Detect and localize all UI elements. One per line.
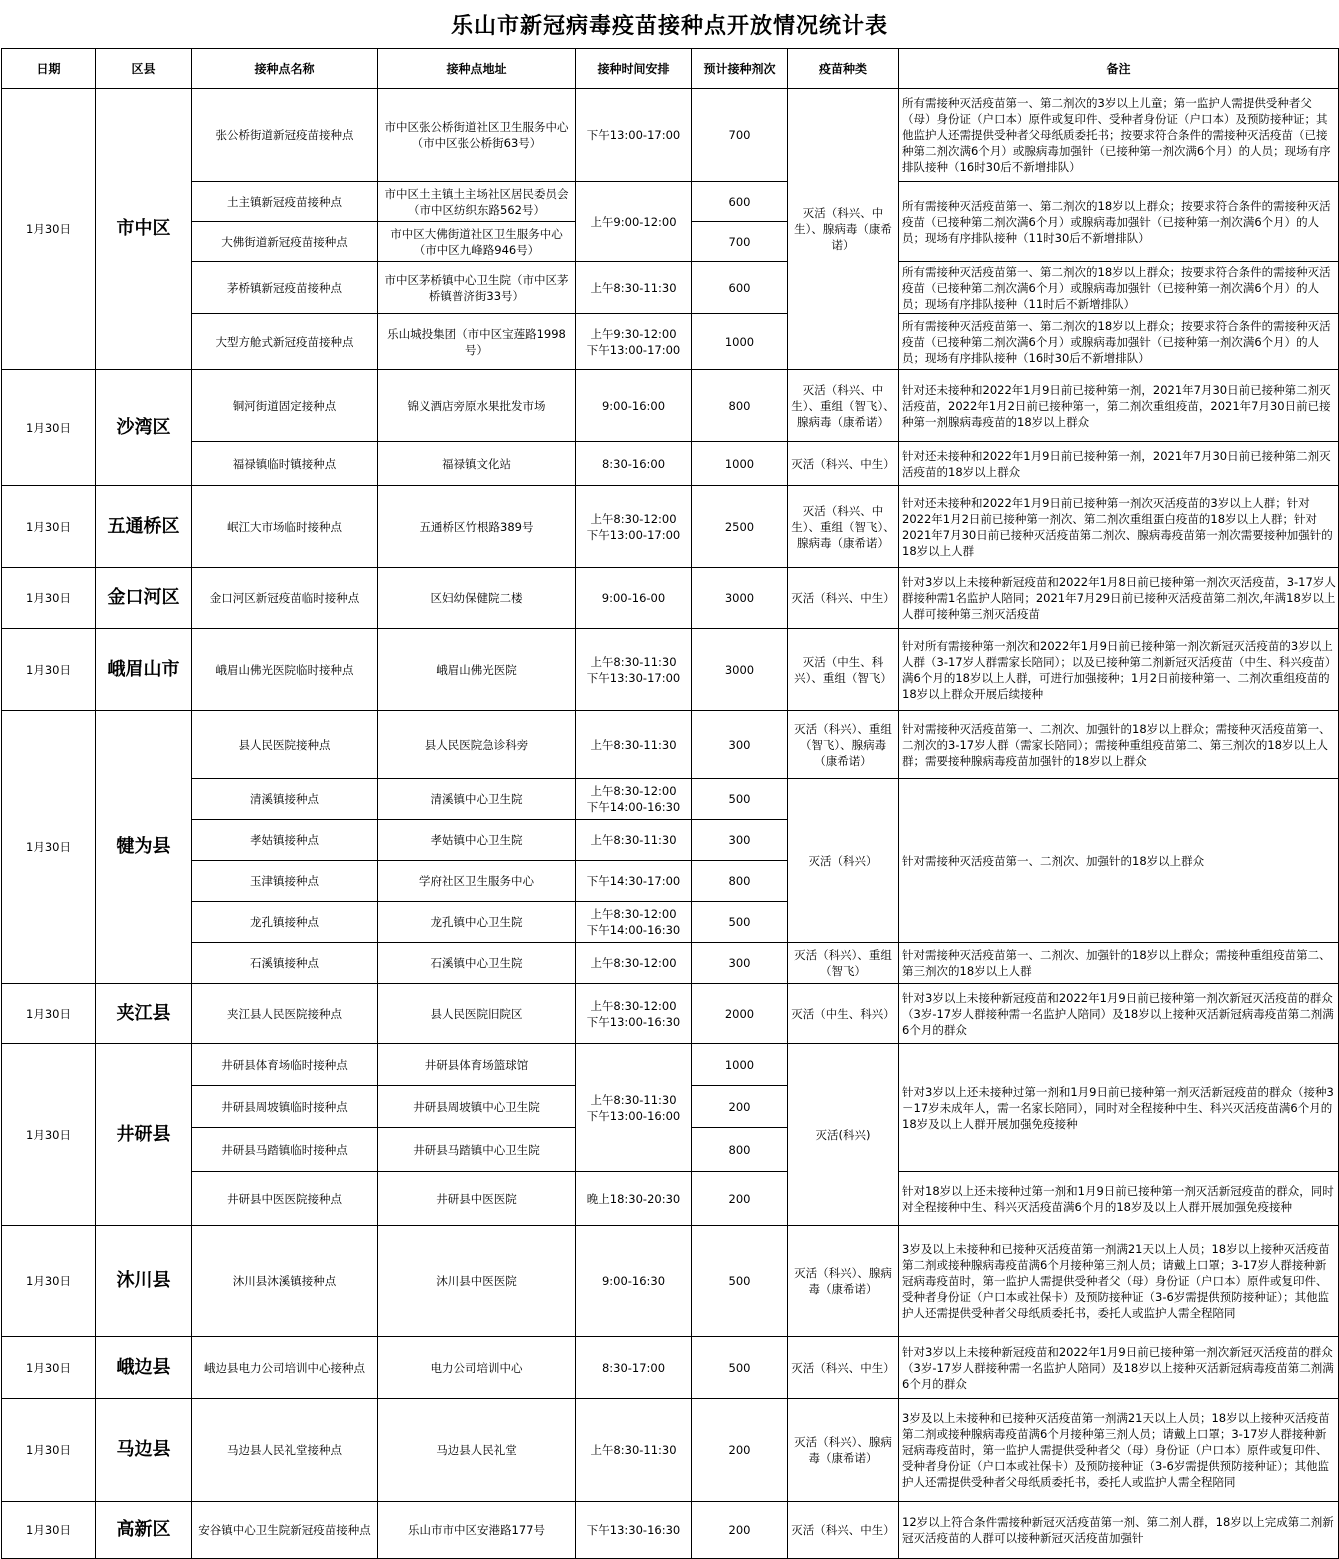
district-cell: 沙湾区 <box>96 370 192 486</box>
note-cell: 针对3岁以上未接种新冠疫苗和2022年1月8日前已接种第一剂次灭活疫苗，3-17岁人群接种需1名监护人陪同；2021年7月29日前已接种灭活疫苗第二剂次,年满18岁以上人群可接种第三剂灭活疫苗 <box>899 568 1339 629</box>
doses-cell: 500 <box>692 902 788 943</box>
note-cell: 针对3岁以上未接种新冠疫苗和2022年1月9日前已接种第一剂次新冠灭活疫苗的群众（3岁-17岁人群接种需一名监护人陪同）及18岁以上接种灭活新冠病毒疫苗第二剂满6个月的群众 <box>899 984 1339 1044</box>
doses-cell: 2500 <box>692 486 788 568</box>
address-cell: 学府社区卫生服务中心 <box>378 861 576 902</box>
note-cell: 针对所有需接种第一剂次和2022年1月9日前已接种第一剂次新冠灭活疫苗的3岁以上人群（3-17岁人群需家长陪同）；以及已接种第二剂新冠灭活疫苗（中生、科兴疫苗）满6个月的18岁以上人群，可进行加强接种；1月2日前接种第一、二剂次重组疫苗的18岁以上群众开展后续接种 <box>899 629 1339 711</box>
site-name-cell: 土主镇新冠疫苗接种点 <box>192 182 378 222</box>
doses-cell: 300 <box>692 820 788 861</box>
vaccine-type-cell: 灭活（科兴、中生） <box>788 1502 899 1559</box>
time-cell: 8:30-16:00 <box>576 442 692 486</box>
date-cell: 1月30日 <box>2 1226 96 1337</box>
address-cell: 石溪镇中心卫生院 <box>378 943 576 984</box>
date-cell: 1月30日 <box>2 486 96 568</box>
doses-cell: 500 <box>692 779 788 820</box>
table-row <box>2 370 1339 442</box>
site-name-cell: 张公桥街道新冠疫苗接种点 <box>192 89 378 182</box>
site-name-cell: 沐川县沐溪镇接种点 <box>192 1226 378 1337</box>
note-cell: 3岁及以上未接种和已接种灭活疫苗第一剂满21天以上人员；18岁以上接种灭活疫苗第二剂或接种腺病毒疫苗满6个月接种第三剂人员；请戴上口罩；3-17岁人群接种新冠病毒疫苗时，第一监护人需提供受种者父（母）身份证（户口本）原件或复印件、受种者身份证（户口本或社保卡）及预防接种证（3-6岁需提供预防接种证）；其他监护人还需提供受种者父母纸质委托书，委托人或监护人需全程陪同 <box>899 1226 1339 1337</box>
time-cell: 下午14:30-17:00 <box>576 861 692 902</box>
time-cell: 上午8:30-11:30 下午13:00-16:00 <box>576 1044 692 1172</box>
time-cell: 9:00-16-00 <box>576 568 692 629</box>
time-cell: 下午13:30-16:30 <box>576 1502 692 1559</box>
vaccine-type-cell: 灭活（科兴）、重组（智飞）、腺病毒（康希诺） <box>788 711 899 779</box>
district-cell: 峨边县 <box>96 1337 192 1399</box>
header-note: 备注 <box>899 49 1339 89</box>
note-cell: 针对18岁以上还未接种过第一剂和1月9日前已接种第一剂灭活新冠疫苗的群众，同时对全程接种中生、科兴灭活疫苗满6个月的18岁及以上人群开展加强免疫接种 <box>899 1172 1339 1226</box>
vaccination-sites-table <box>1 48 1339 1559</box>
address-cell: 井研县马踏镇中心卫生院 <box>378 1128 576 1172</box>
site-name-cell: 孝姑镇接种点 <box>192 820 378 861</box>
note-cell: 3岁及以上未接种和已接种灭活疫苗第一剂满21天以上人员；18岁以上接种灭活疫苗第二剂或接种腺病毒疫苗满6个月接种第三剂人员；请戴上口罩；3-17岁人群接种新冠病毒疫苗时，第一监护人需提供受种者父（母）身份证（户口本）原件或复印件、受种者身份证（户口本或社保卡）及预防接种证（3-6岁需提供预防接种证）；其他监护人还需提供受种者父母纸质委托书，委托人或监护人需全程陪同 <box>899 1399 1339 1502</box>
district-cell: 夹江县 <box>96 984 192 1044</box>
site-name-cell: 岷江大市场临时接种点 <box>192 486 378 568</box>
address-cell: 市中区土主镇土主场社区居民委员会（市中区纺织东路562号） <box>378 182 576 222</box>
vaccine-type-cell: 灭活（科兴）、重组（智飞） <box>788 943 899 984</box>
vaccine-type-cell: 灭活（科兴、中生）、腺病毒（康希诺） <box>788 89 899 370</box>
header-district: 区县 <box>96 49 192 89</box>
doses-cell: 300 <box>692 711 788 779</box>
vaccine-type-cell: 灭活（科兴） <box>788 779 899 943</box>
doses-cell: 200 <box>692 1086 788 1128</box>
table-row <box>2 182 1339 222</box>
doses-cell: 2000 <box>692 984 788 1044</box>
doses-cell: 500 <box>692 1337 788 1399</box>
doses-cell: 800 <box>692 370 788 442</box>
date-cell: 1月30日 <box>2 629 96 711</box>
address-cell: 孝姑镇中心卫生院 <box>378 820 576 861</box>
site-name-cell: 井研县马踏镇临时接种点 <box>192 1128 378 1172</box>
district-cell: 五通桥区 <box>96 486 192 568</box>
address-cell: 马边县人民礼堂 <box>378 1399 576 1502</box>
header-vaccine: 疫苗种类 <box>788 49 899 89</box>
vaccine-type-cell: 灭活（科兴、中生） <box>788 1337 899 1399</box>
doses-cell: 1000 <box>692 1044 788 1086</box>
district-cell: 高新区 <box>96 1502 192 1559</box>
note-cell: 所有需接种灭活疫苗第一、第二剂次的18岁以上群众；按要求符合条件的需接种灭活疫苗（已接种第二剂次满6个月）或腺病毒加强针（已接种第一剂次满6个月）的人员；现场有序排队接种（11时后不新增排队） <box>899 262 1339 314</box>
time-cell: 上午8:30-12:00 <box>576 943 692 984</box>
address-cell: 市中区张公桥街道社区卫生服务中心（市中区张公桥街63号） <box>378 89 576 182</box>
time-cell: 上午8:30-11:30 下午13:30-17:00 <box>576 629 692 711</box>
note-cell: 针对还未接种和2022年1月9日前已接种第一剂，2021年7月30日前已接种第二剂灭活疫苗，2022年1月2日前已接种第一，第二剂次重组疫苗，2021年7月30日前已接种第一剂腺病毒疫苗的18岁以上群众 <box>899 370 1339 442</box>
table-row <box>2 779 1339 820</box>
time-cell: 上午8:30-11:30 <box>576 1399 692 1502</box>
doses-cell: 300 <box>692 943 788 984</box>
time-cell: 上午8:30-11:30 <box>576 711 692 779</box>
site-name-cell: 金口河区新冠疫苗临时接种点 <box>192 568 378 629</box>
note-cell: 针对还未接种和2022年1月9日前已接种第一剂，2021年7月30日前已接种第二剂灭活疫苗的18岁以上群众 <box>899 442 1339 486</box>
site-name-cell: 安谷镇中心卫生院新冠疫苗接种点 <box>192 1502 378 1559</box>
site-name-cell: 井研县体育场临时接种点 <box>192 1044 378 1086</box>
header-address: 接种点地址 <box>378 49 576 89</box>
table-row <box>2 943 1339 984</box>
table-row <box>2 262 1339 314</box>
date-cell: 1月30日 <box>2 984 96 1044</box>
doses-cell: 3000 <box>692 629 788 711</box>
table-row <box>2 1044 1339 1086</box>
header-doses: 预计接种剂次 <box>692 49 788 89</box>
site-name-cell: 玉津镇接种点 <box>192 861 378 902</box>
doses-cell: 200 <box>692 1502 788 1559</box>
address-cell: 井研县周坡镇中心卫生院 <box>378 1086 576 1128</box>
note-cell: 针对还未接种和2022年1月9日前已接种第一剂次灭活疫苗的3岁以上人群；针对2022年1月2日前已接种第一剂次、第二剂次重组蛋白疫苗的18岁以上人群；针对2021年7月30日前已接种灭活疫苗第二剂次、腺病毒疫苗第一剂次需要接种加强针的18岁以上人群 <box>899 486 1339 568</box>
table-row <box>2 568 1339 629</box>
address-cell: 清溪镇中心卫生院 <box>378 779 576 820</box>
header-row <box>2 49 1339 89</box>
note-cell: 针对需接种灭活疫苗第一、二剂次、加强针的18岁以上群众 <box>899 779 1339 943</box>
site-name-cell: 石溪镇接种点 <box>192 943 378 984</box>
doses-cell: 1000 <box>692 442 788 486</box>
header-date: 日期 <box>2 49 96 89</box>
table-row <box>2 1502 1339 1559</box>
address-cell: 井研县体育场篮球馆 <box>378 1044 576 1086</box>
site-name-cell: 县人民医院接种点 <box>192 711 378 779</box>
doses-cell: 700 <box>692 222 788 262</box>
doses-cell: 1000 <box>692 314 788 370</box>
note-cell: 所有需接种灭活疫苗第一、第二剂次的18岁以上群众；按要求符合条件的需接种灭活疫苗（已接种第二剂次满6个月）或腺病毒加强针（已接种第一剂次满6个月）的人员；现场有序排队接种（16时30后不新增排队） <box>899 314 1339 370</box>
vaccine-type-cell: 灭活（科兴、中生） <box>788 568 899 629</box>
note-cell: 针对需接种灭活疫苗第一、二剂次、加强针的18岁以上群众；需接种重组疫苗第二、第三剂次的18岁以上人群 <box>899 943 1339 984</box>
vaccine-type-cell: 灭活（科兴、中生）、重组（智飞）、腺病毒（康希诺） <box>788 370 899 442</box>
doses-cell: 800 <box>692 1128 788 1172</box>
vaccine-type-cell: 灭活（中生、科兴） <box>788 984 899 1044</box>
vaccine-type-cell: 灭活（科兴）、腺病毒（康希诺） <box>788 1399 899 1502</box>
address-cell: 县人民医院旧院区 <box>378 984 576 1044</box>
time-cell: 上午8:30-11:30 <box>576 820 692 861</box>
site-name-cell: 峨边县电力公司培训中心接种点 <box>192 1337 378 1399</box>
time-cell: 上午8:30-12:00 下午13:00-16:30 <box>576 984 692 1044</box>
date-cell: 1月30日 <box>2 370 96 486</box>
site-name-cell: 井研县中医医院接种点 <box>192 1172 378 1226</box>
note-cell: 12岁以上符合条件需接种新冠灭活疫苗第一剂、第二剂人群，18岁以上完成第二剂新冠灭活疫苗的人群可以接种新冠灭活疫苗加强针 <box>899 1502 1339 1559</box>
table-row <box>2 1399 1339 1502</box>
address-cell: 龙孔镇中心卫生院 <box>378 902 576 943</box>
site-name-cell: 大佛街道新冠疫苗接种点 <box>192 222 378 262</box>
time-cell: 上午8:30-12:00 下午14:00-16:30 <box>576 779 692 820</box>
address-cell: 乐山城投集团（市中区宝莲路1998号） <box>378 314 576 370</box>
district-cell: 市中区 <box>96 89 192 370</box>
page-title: 乐山市新冠病毒疫苗接种点开放情况统计表 <box>450 13 888 39</box>
doses-cell: 200 <box>692 1399 788 1502</box>
site-name-cell: 铜河街道固定接种点 <box>192 370 378 442</box>
table-row <box>2 984 1339 1044</box>
address-cell: 电力公司培训中心 <box>378 1337 576 1399</box>
date-cell: 1月30日 <box>2 711 96 984</box>
site-name-cell: 夹江县人民医院接种点 <box>192 984 378 1044</box>
address-cell: 井研县中医医院 <box>378 1172 576 1226</box>
site-name-cell: 大型方舱式新冠疫苗接种点 <box>192 314 378 370</box>
vaccine-type-cell: 灭活（科兴）、腺病毒（康希诺） <box>788 1226 899 1337</box>
date-cell: 1月30日 <box>2 1044 96 1226</box>
district-cell: 井研县 <box>96 1044 192 1226</box>
note-cell: 所有需接种灭活疫苗第一、第二剂次的3岁以上儿童；第一监护人需提供受种者父（母）身份证（户口本）原件或复印件、受种者身份证（户口本）及预防接种证；其他监护人还需提供受种者父母纸质委托书；按要求符合条件的需接种灭活疫苗（已接种第二剂次满6个月）或腺病毒加强针（已接种第一剂次满6个月）的人员；现场有序排队接种（16时30后不新增排队） <box>899 89 1339 182</box>
district-cell: 金口河区 <box>96 568 192 629</box>
time-cell: 上午9:30-12:00 下午13:00-17:00 <box>576 314 692 370</box>
time-cell: 下午13:00-17:00 <box>576 89 692 182</box>
site-name-cell: 龙孔镇接种点 <box>192 902 378 943</box>
time-cell: 上午8:30-11:30 <box>576 262 692 314</box>
table-row <box>2 442 1339 486</box>
time-cell: 9:00-16:00 <box>576 370 692 442</box>
doses-cell: 3000 <box>692 568 788 629</box>
address-cell: 县人民医院急诊科旁 <box>378 711 576 779</box>
site-name-cell: 清溪镇接种点 <box>192 779 378 820</box>
district-cell: 犍为县 <box>96 711 192 984</box>
site-name-cell: 峨眉山佛光医院临时接种点 <box>192 629 378 711</box>
address-cell: 乐山市市中区安港路177号 <box>378 1502 576 1559</box>
time-cell: 上午8:30-12:00 下午13:00-17:00 <box>576 486 692 568</box>
header-site-name: 接种点名称 <box>192 49 378 89</box>
vaccine-type-cell: 灭活（科兴、中生） <box>788 442 899 486</box>
address-cell: 峨眉山佛光医院 <box>378 629 576 711</box>
table-row <box>2 1172 1339 1226</box>
date-cell: 1月30日 <box>2 1502 96 1559</box>
vaccine-type-cell: 灭活(科兴) <box>788 1044 899 1226</box>
note-cell: 针对需接种灭活疫苗第一、二剂次、加强针的18岁以上群众；需接种灭活疫苗第一、二剂次的3-17岁人群（需家长陪同）；需接种重组疫苗第二、第三剂次的18岁以上人群；需要接种腺病毒疫苗加强针的18岁以上群众 <box>899 711 1339 779</box>
address-cell: 福禄镇文化站 <box>378 442 576 486</box>
vaccine-type-cell: 灭活（科兴、中生）、重组（智飞）、腺病毒（康希诺） <box>788 486 899 568</box>
date-cell: 1月30日 <box>2 1337 96 1399</box>
doses-cell: 500 <box>692 1226 788 1337</box>
vaccine-type-cell: 灭活（中生、科兴）、重组（智飞） <box>788 629 899 711</box>
date-cell: 1月30日 <box>2 568 96 629</box>
site-name-cell: 福禄镇临时镇接种点 <box>192 442 378 486</box>
date-cell: 1月30日 <box>2 1399 96 1502</box>
time-cell: 上午9:00-12:00 <box>576 182 692 262</box>
table-row <box>2 629 1339 711</box>
time-cell: 8:30-17:00 <box>576 1337 692 1399</box>
address-cell: 区妇幼保健院二楼 <box>378 568 576 629</box>
address-cell: 锦义酒店旁原水果批发市场 <box>378 370 576 442</box>
table-row <box>2 711 1339 779</box>
doses-cell: 600 <box>692 182 788 222</box>
district-cell: 峨眉山市 <box>96 629 192 711</box>
time-cell: 晚上18:30-20:30 <box>576 1172 692 1226</box>
table-row <box>2 1226 1339 1337</box>
note-cell: 所有需接种灭活疫苗第一、第二剂次的18岁以上群众；按要求符合条件的需接种灭活疫苗（已接种第二剂次满6个月）或腺病毒加强针（已接种第一剂次满6个月）的人员；现场有序排队接种（11时30后不新增排队） <box>899 182 1339 262</box>
header-time: 接种时间安排 <box>576 49 692 89</box>
site-name-cell: 井研县周坡镇临时接种点 <box>192 1086 378 1128</box>
note-cell: 针对3岁以上还未接种过第一剂和1月9日前已接种第一剂灭活新冠疫苗的群众（接种3－17岁未成年人，需一名家长陪同），同时对全程接种中生、科兴灭活疫苗满6个月的18岁及以上人群开展加强免疫接种 <box>899 1044 1339 1172</box>
table-row <box>2 89 1339 182</box>
address-cell: 五通桥区竹根路389号 <box>378 486 576 568</box>
table-row <box>2 486 1339 568</box>
table-row <box>2 314 1339 370</box>
district-cell: 马边县 <box>96 1399 192 1502</box>
table-row <box>2 1337 1339 1399</box>
doses-cell: 200 <box>692 1172 788 1226</box>
doses-cell: 800 <box>692 861 788 902</box>
address-cell: 沐川县中医医院 <box>378 1226 576 1337</box>
site-name-cell: 马边县人民礼堂接种点 <box>192 1399 378 1502</box>
address-cell: 市中区茅桥镇中心卫生院（市中区茅桥镇普济街33号） <box>378 262 576 314</box>
time-cell: 上午8:30-12:00 下午14:00-16:30 <box>576 902 692 943</box>
doses-cell: 700 <box>692 89 788 182</box>
district-cell: 沐川县 <box>96 1226 192 1337</box>
doses-cell: 600 <box>692 262 788 314</box>
address-cell: 市中区大佛街道社区卫生服务中心（市中区九峰路946号） <box>378 222 576 262</box>
date-cell: 1月30日 <box>2 89 96 370</box>
note-cell: 针对3岁以上未接种新冠疫苗和2022年1月9日前已接种第一剂次新冠灭活疫苗的群众（3岁-17岁人群接种需一名监护人陪同）及18岁以上接种灭活新冠病毒疫苗第二剂满6个月的群众 <box>899 1337 1339 1399</box>
time-cell: 9:00-16:30 <box>576 1226 692 1337</box>
site-name-cell: 茅桥镇新冠疫苗接种点 <box>192 262 378 314</box>
